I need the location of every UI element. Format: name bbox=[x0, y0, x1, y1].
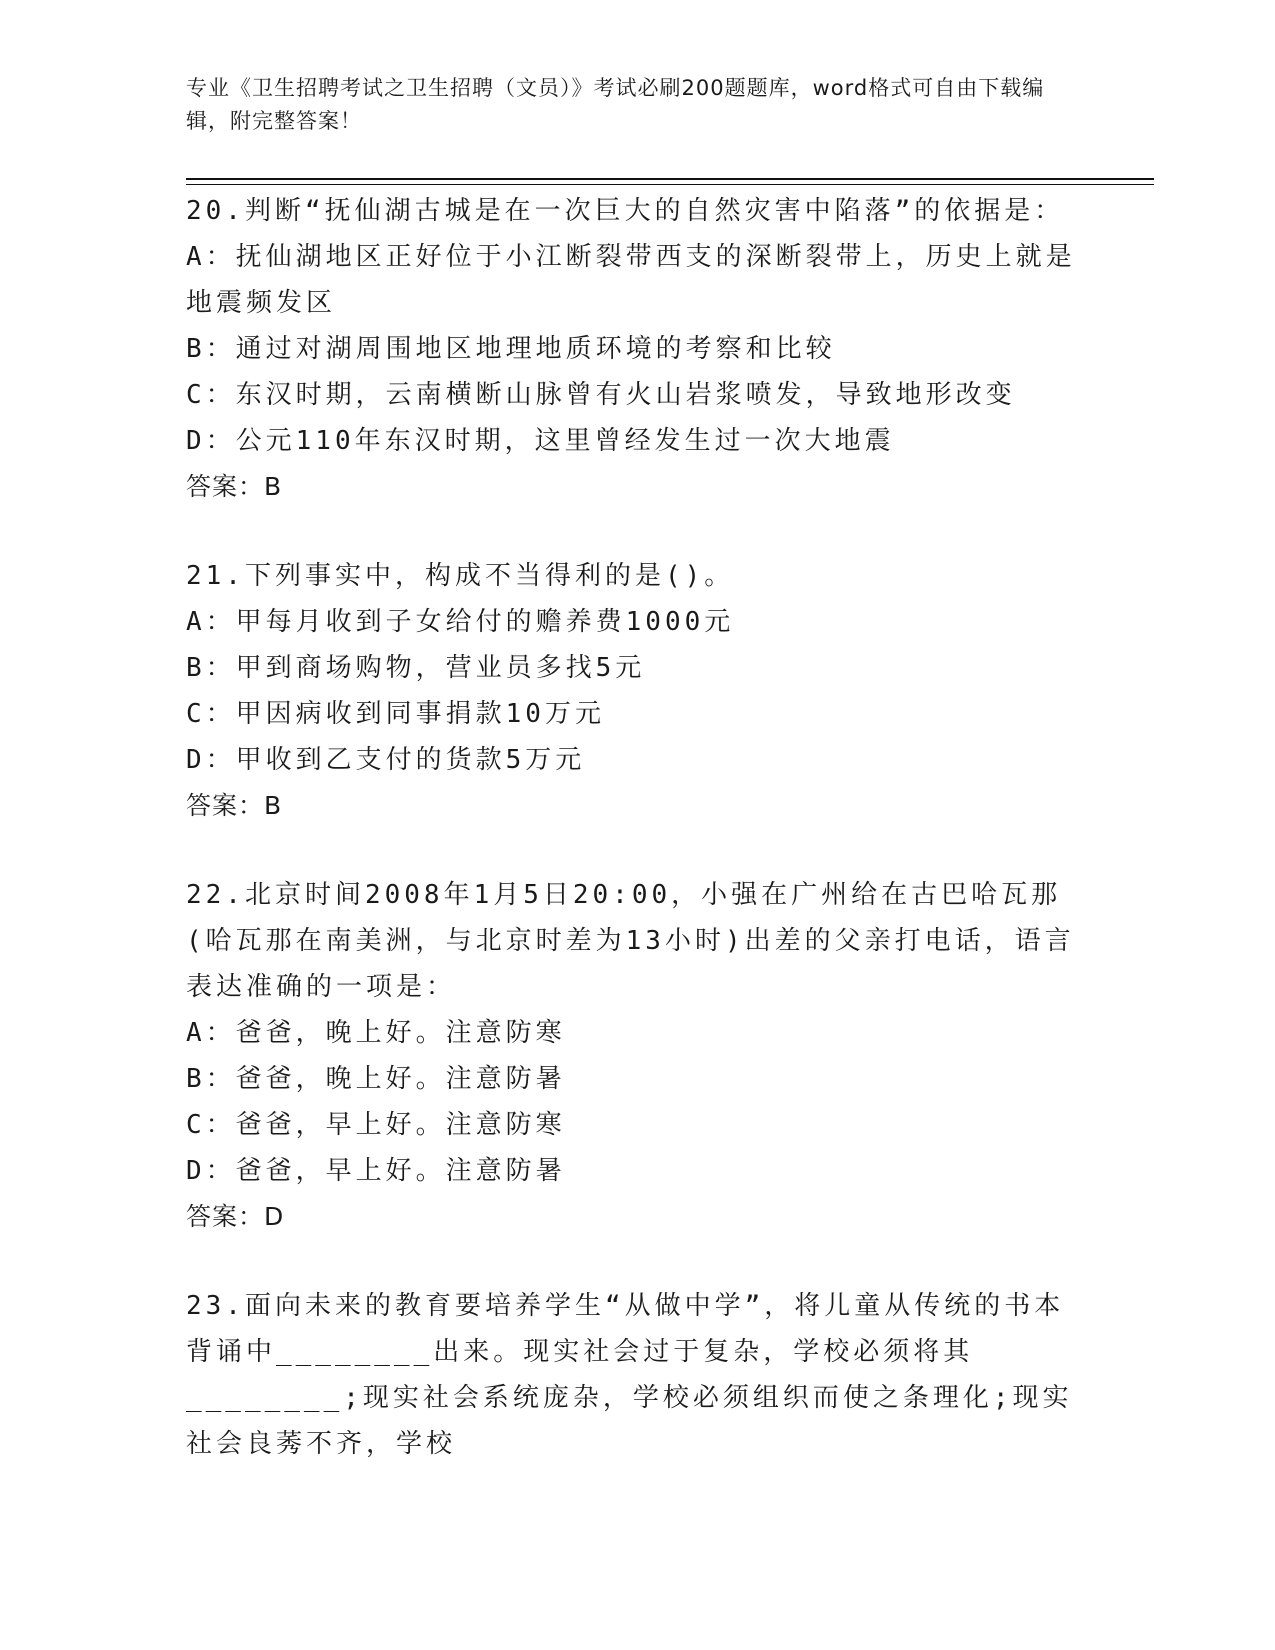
document-header: 专业《卫生招聘考试之卫生招聘（文员）》考试必刷200题题库，word格式可自由下载编辑，附完整答案！ bbox=[186, 76, 1045, 133]
question-stem: 20.判断“抚仙湖古城是在一次巨大的自然灾害中陷落”的依据是： bbox=[186, 196, 1065, 226]
question-stem: 23.面向未来的教育要培养学生“从做中学”，将儿童从传统的书本背诵中________出来。现实社会过于复杂，学校必须将其________;现实社会系统庞杂，学校必须组织而使之条理化;现实社会良莠不齐，学校 bbox=[186, 1291, 1073, 1459]
option-a: A：爸爸，晚上好。注意防寒 bbox=[186, 1018, 566, 1048]
option-b: B：甲到商场购物，营业员多找5元 bbox=[186, 653, 646, 683]
answer: 答案：B bbox=[186, 472, 283, 501]
question-stem: 21.下列事实中，构成不当得利的是()。 bbox=[186, 561, 735, 591]
question-20 bbox=[186, 188, 1086, 510]
option-a: A：抚仙湖地区正好位于小江断裂带西支的深断裂带上，历史上就是地震频发区 bbox=[186, 242, 1076, 318]
option-c: C：爸爸，早上好。注意防寒 bbox=[186, 1110, 566, 1140]
option-b: B：通过对湖周围地区地理地质环境的考察和比较 bbox=[186, 334, 836, 364]
question-22 bbox=[186, 872, 1086, 1240]
option-d: D：公元110年东汉时期，这里曾经发生过一次大地震 bbox=[186, 426, 895, 456]
answer: 答案：B bbox=[186, 791, 283, 820]
header-rule-thin bbox=[186, 184, 1154, 185]
option-c: C：甲因病收到同事捐款10万元 bbox=[186, 699, 605, 729]
option-c: C：东汉时期，云南横断山脉曾有火山岩浆喷发，导致地形改变 bbox=[186, 380, 1016, 410]
option-b: B：爸爸，晚上好。注意防暑 bbox=[186, 1064, 566, 1094]
answer: 答案：D bbox=[186, 1202, 285, 1231]
question-23 bbox=[186, 1283, 1086, 1467]
option-d: D：甲收到乙支付的货款5万元 bbox=[186, 745, 586, 775]
option-d: D：爸爸，早上好。注意防暑 bbox=[186, 1156, 566, 1186]
option-a: A：甲每月收到子女给付的赡养费1000元 bbox=[186, 607, 735, 637]
question-list bbox=[186, 188, 1086, 1510]
question-stem: 22.北京时间2008年1月5日20:00，小强在广州给在古巴哈瓦那(哈瓦那在南美洲，与北京时差为13小时)出差的父亲打电话，语言表达准确的一项是： bbox=[186, 880, 1075, 1002]
header-rule-thick bbox=[186, 178, 1154, 180]
question-21 bbox=[186, 553, 1086, 829]
